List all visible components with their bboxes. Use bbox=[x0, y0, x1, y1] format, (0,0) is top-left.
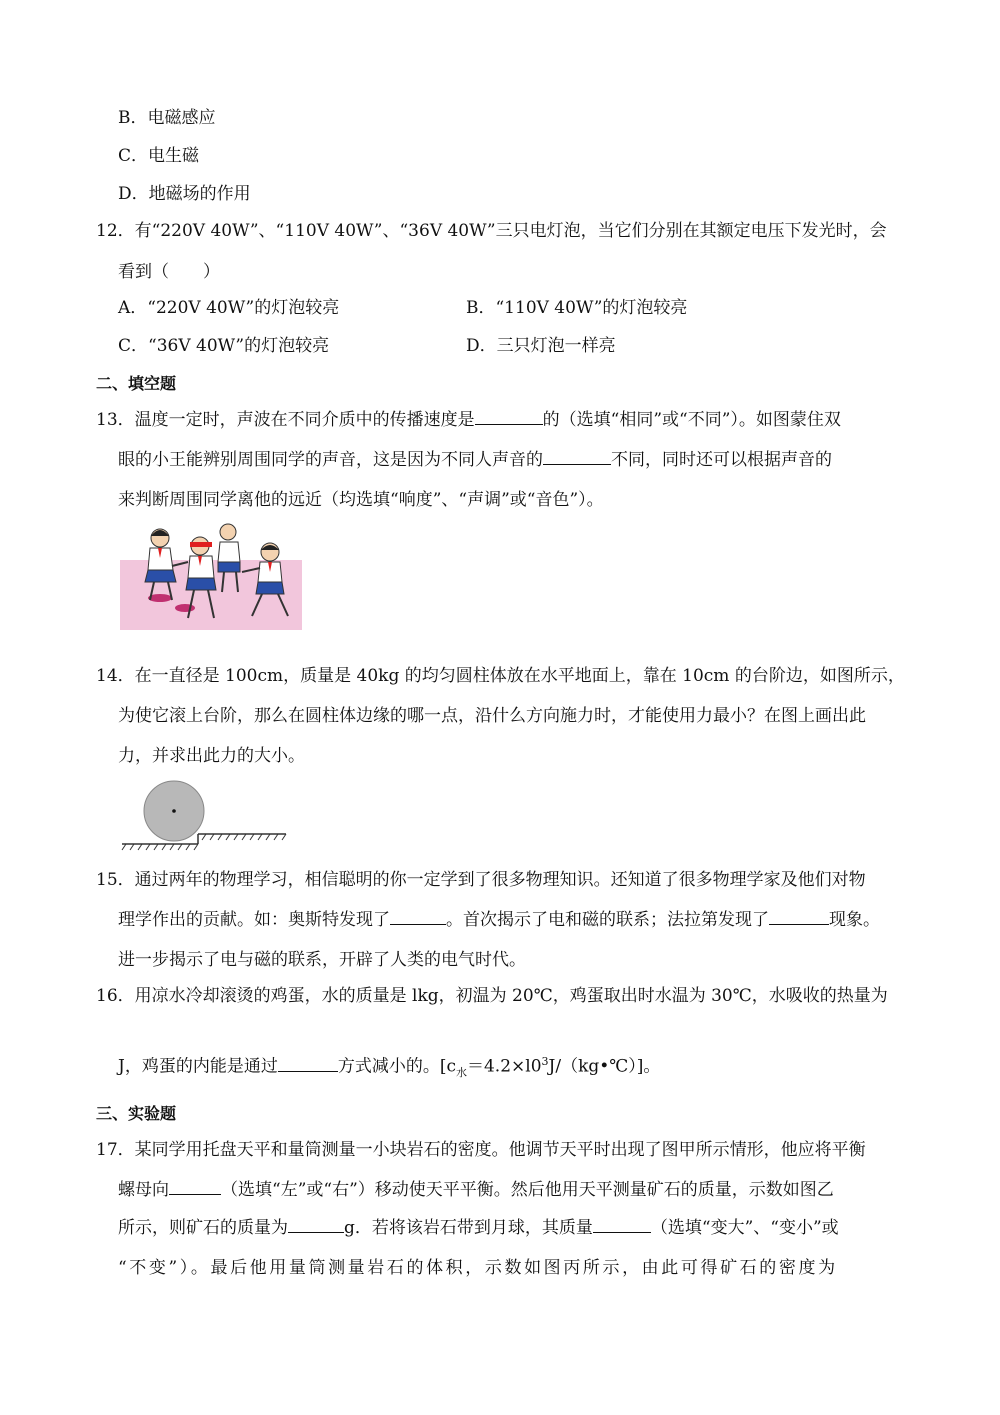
q13-text-c: 眼的小王能辨别周围同学的声音，这是因为不同人声音的 bbox=[118, 450, 543, 470]
q17-line3 bbox=[118, 1216, 839, 1240]
answer-blank[interactable] bbox=[543, 448, 611, 465]
q15-line2 bbox=[118, 908, 880, 932]
q17-line2 bbox=[118, 1178, 834, 1202]
q13-line2 bbox=[118, 448, 832, 472]
section-fill-in-heading: 二、填空题 bbox=[96, 374, 177, 393]
q15-text-c: 现象。 bbox=[829, 910, 880, 930]
answer-blank[interactable] bbox=[475, 408, 543, 425]
answer-blank[interactable] bbox=[593, 1216, 651, 1233]
q16-text-b: 方式减小的。[c bbox=[337, 1056, 456, 1077]
q17-line4: “不变”）。最后他用量筒测量岩石的体积，示数如图丙所示，由此可得矿石的密度为 bbox=[118, 1258, 838, 1278]
q12-option-c: C．“36V 40W”的灯泡较亮 bbox=[118, 336, 330, 356]
q17-text-a: 螺母向 bbox=[118, 1180, 169, 1200]
q15-text-a: 理学作出的贡献。如：奥斯特发现了 bbox=[118, 910, 390, 930]
blindfold-game-figure bbox=[120, 520, 302, 630]
q13-line1 bbox=[96, 408, 841, 432]
q11-option-b: B．电磁感应 bbox=[118, 108, 216, 128]
q12-line2: 看到（ ） bbox=[118, 262, 220, 282]
q16-text-c: ＝4.2×l0 bbox=[466, 1056, 542, 1077]
q17-text-c: 所示，则矿石的质量为 bbox=[118, 1218, 288, 1238]
q14-line1: 14．在一直径是 100cm，质量是 40kg 的均匀圆柱体放在水平地面上，靠在 10cm 的台阶边，如图所示， bbox=[96, 666, 905, 686]
q15-line1: 15．通过两年的物理学习，相信聪明的你一定学到了很多物理知识。还知道了很多物理学家及他们对物 bbox=[96, 870, 866, 890]
q13-line3: 来判断周围同学离他的远近（均选填“响度”、“声调”或“音色”）。 bbox=[118, 490, 604, 510]
q17-text-e: （选填“变大”、“变小”或 bbox=[650, 1218, 839, 1238]
q11-option-d: D．地磁场的作用 bbox=[118, 184, 251, 204]
q12-option-a: A．“220V 40W”的灯泡较亮 bbox=[118, 298, 340, 318]
q16-text-d: J/（kg•℃）]。 bbox=[548, 1056, 661, 1077]
q13-text-d: 不同，同时还可以根据声音的 bbox=[611, 450, 832, 470]
q16-line1: 16．用凉水冷却滚烫的鸡蛋，水的质量是 lkg，初温为 20℃，鸡蛋取出时水温为 30℃，水吸收的热量为 bbox=[96, 986, 888, 1006]
q14-line3: 力，并求出此力的大小。 bbox=[118, 746, 305, 766]
q17-text-d: g．若将该岩石带到月球，其质量 bbox=[344, 1218, 593, 1238]
q11-option-c: C．电生磁 bbox=[118, 146, 200, 166]
answer-blank[interactable] bbox=[288, 1216, 344, 1233]
answer-blank[interactable] bbox=[169, 1178, 221, 1195]
q17-text-b: （选填“左”或“右”）移动使天平平衡。然后他用天平测量矿石的质量，示数如图乙 bbox=[221, 1180, 834, 1200]
q13-text-a: 13．温度一定时，声波在不同介质中的传播速度是 bbox=[96, 410, 475, 430]
q15-text-b: 。首次揭示了电和磁的联系；法拉第发现了 bbox=[446, 910, 769, 930]
q16-line2 bbox=[118, 1050, 660, 1085]
cylinder-step-figure bbox=[118, 778, 290, 854]
q16-text-a: J，鸡蛋的内能是通过 bbox=[118, 1056, 278, 1077]
q14-line2: 为使它滚上台阶，那么在圆柱体边缘的哪一点，沿什么方向施力时，才能使用力最小？在图上画出此 bbox=[118, 706, 866, 726]
q12-option-d: D．三只灯泡一样亮 bbox=[466, 336, 616, 356]
section-experiment-heading: 三、实验题 bbox=[96, 1104, 177, 1123]
q15-line3: 进一步揭示了电与磁的联系，开辟了人类的电气时代。 bbox=[118, 950, 526, 970]
q17-line1: 17．某同学用托盘天平和量筒测量一小块岩石的密度。他调节天平时出现了图甲所示情形，他应将平衡 bbox=[96, 1140, 866, 1160]
q12-option-b: B．“110V 40W”的灯泡较亮 bbox=[466, 298, 688, 318]
q16-superscript: 3 bbox=[541, 1055, 549, 1068]
q12-line1: 12．有“220V 40W”、“110V 40W”、“36V 40W”三只电灯泡，当它们分别在其额定电压下发光时，会 bbox=[96, 221, 887, 241]
q13-text-b: 的（选填“相同”或“不同”）。如图蒙住双 bbox=[542, 410, 841, 430]
answer-blank[interactable] bbox=[390, 908, 446, 925]
answer-blank[interactable] bbox=[769, 908, 829, 925]
q16-subscript: 水 bbox=[455, 1066, 467, 1080]
answer-blank[interactable] bbox=[278, 1055, 338, 1072]
